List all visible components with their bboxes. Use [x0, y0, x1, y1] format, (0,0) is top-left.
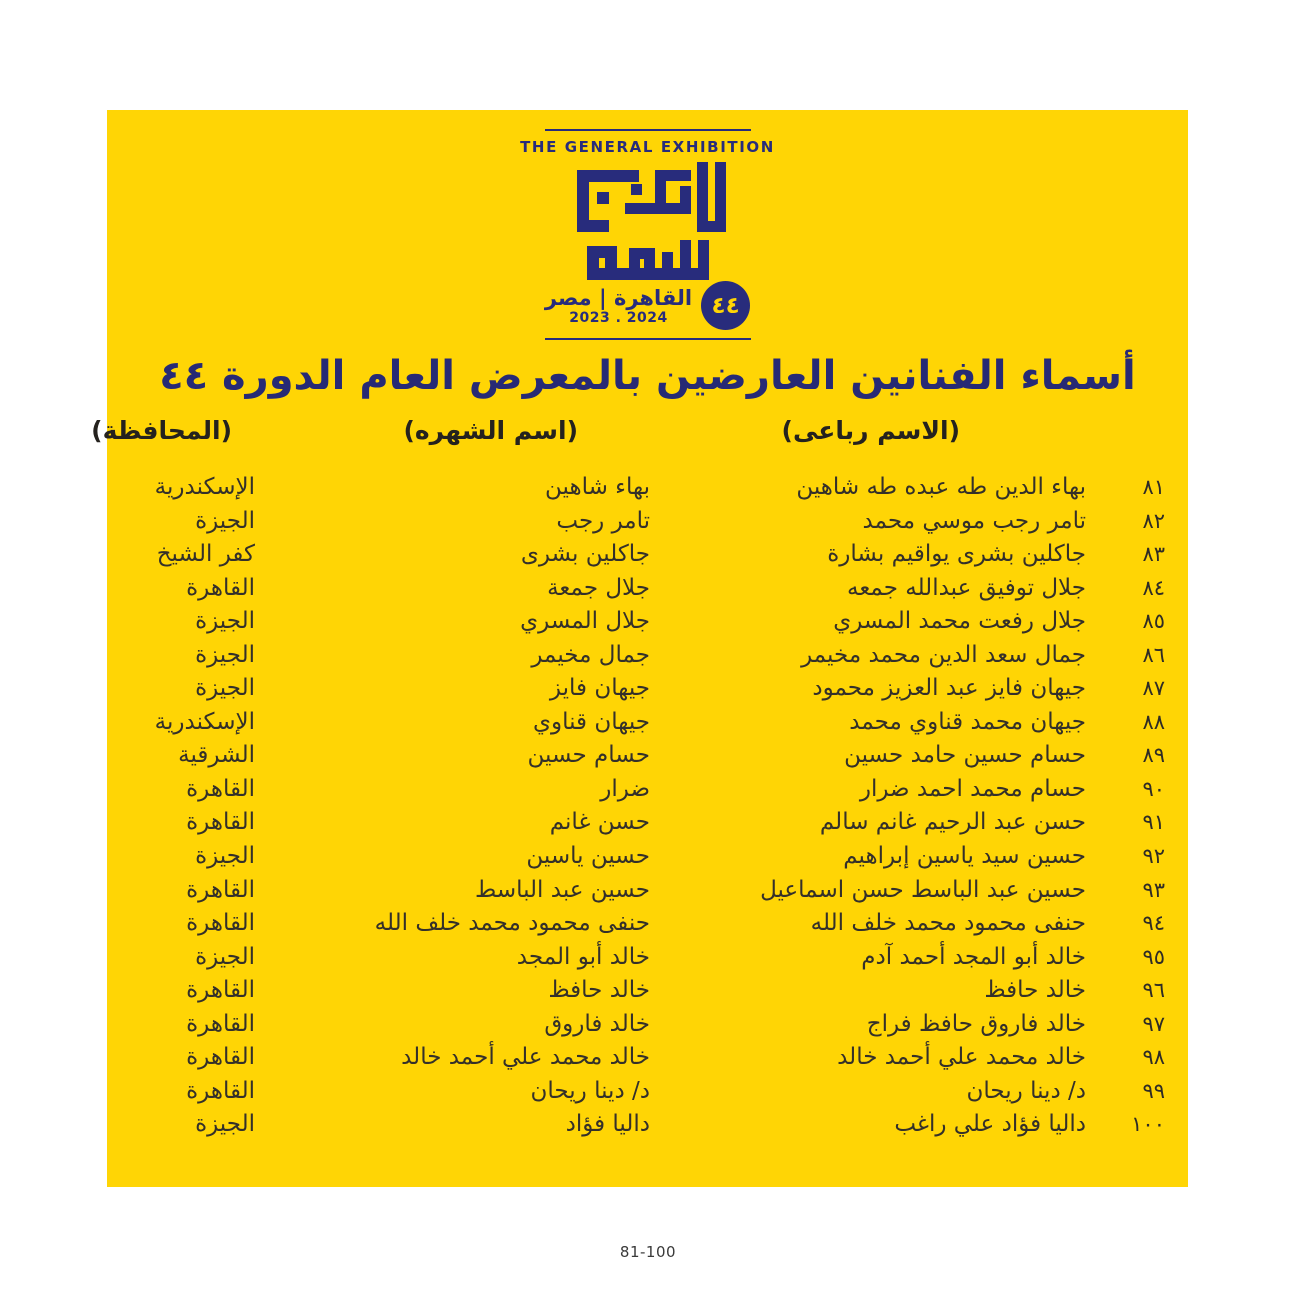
- governorate: القاهرة: [186, 977, 255, 1004]
- governorate: القاهرة: [186, 1044, 255, 1071]
- full-name: حسن عبد الرحيم غانم سالم: [819, 809, 1086, 836]
- known-name: جاكلين بشرى: [520, 541, 650, 568]
- known-name: جيهان قناوي: [532, 708, 650, 735]
- governorate: الجيزة: [195, 641, 255, 668]
- row-number: ٨٢: [1142, 508, 1165, 533]
- known-name: جلال المسري: [520, 608, 650, 635]
- table-row: [107, 605, 1188, 639]
- known-name: حسين عبد الباسط: [475, 876, 650, 903]
- governorate: القاهرة: [186, 1010, 255, 1037]
- header-governorate: (المحافظة): [91, 416, 232, 445]
- artists-table: [107, 471, 1188, 1142]
- full-name: حسين عبد الباسط حسن اسماعيل: [760, 876, 1086, 903]
- governorate: القاهرة: [186, 1077, 255, 1104]
- governorate: الجيزة: [195, 675, 255, 702]
- full-name: حسين سيد ياسين إبراهيم: [843, 843, 1086, 870]
- edition-44-badge: ٤٤: [701, 281, 750, 330]
- square-kufic-exhibition-logo-icon: [567, 162, 729, 280]
- full-name: بهاء الدين طه عبده طه شاهين: [796, 474, 1086, 500]
- header-full-name: (الاسم رباعى): [781, 416, 960, 445]
- full-name: د/ دينا ريحان: [966, 1077, 1086, 1104]
- row-number: ٩٣: [1142, 877, 1165, 902]
- governorate: الشرقية: [178, 742, 255, 769]
- row-number: ٨٥: [1142, 609, 1165, 634]
- row-number: ٩٤: [1142, 911, 1165, 936]
- full-name: خالد محمد علي أحمد خالد: [837, 1044, 1086, 1071]
- row-number: ٨٩: [1142, 743, 1165, 768]
- row-number: ٩٢: [1142, 844, 1165, 869]
- table-row: [107, 840, 1188, 874]
- full-name: خالد أبو المجد أحمد آدم: [861, 943, 1086, 970]
- row-number: ٨٤: [1142, 575, 1165, 600]
- row-number: ٩٦: [1142, 978, 1165, 1003]
- years-label: 2023 . 2024: [569, 309, 668, 326]
- city-label: القاهرة | مصر: [544, 285, 693, 310]
- table-row: [107, 941, 1188, 975]
- governorate: الجيزة: [195, 507, 255, 534]
- known-name: خالد حافظ: [548, 977, 650, 1004]
- city-and-edition-row: [107, 281, 1188, 330]
- governorate: الإسكندرية: [154, 708, 255, 735]
- table-row: [107, 572, 1188, 606]
- full-name: جلال رفعت محمد المسري: [833, 608, 1086, 635]
- full-name: حسام محمد احمد ضرار: [859, 775, 1086, 802]
- full-name: جاكلين بشرى يواقيم بشارة: [827, 541, 1086, 568]
- full-name: خالد فاروق حافظ فراج: [866, 1010, 1086, 1037]
- known-name: د/ دينا ريحان: [530, 1077, 650, 1104]
- exhibition-list-card: [91, 110, 1188, 1187]
- full-name: حنفى محمود محمد خلف الله: [810, 910, 1086, 937]
- row-number: ٩٨: [1142, 1045, 1165, 1070]
- known-name: خالد محمد علي أحمد خالد: [401, 1044, 650, 1071]
- known-name: خالد أبو المجد: [516, 943, 650, 970]
- bottom-divider: [545, 338, 751, 340]
- governorate: القاهرة: [186, 876, 255, 903]
- full-name: جلال توفيق عبدالله جمعه: [846, 574, 1086, 601]
- column-headers: [91, 416, 1188, 448]
- table-row: [107, 907, 1188, 941]
- known-name: جمال مخيمر: [531, 641, 650, 668]
- table-row: [107, 471, 1188, 505]
- governorate: الإسكندرية: [154, 474, 255, 500]
- governorate: القاهرة: [186, 775, 255, 802]
- governorate: الجيزة: [195, 1111, 255, 1138]
- known-name: جلال جمعة: [547, 574, 650, 601]
- city-column: [545, 286, 692, 326]
- row-number: ٩٧: [1142, 1011, 1165, 1036]
- row-number: ٨٨: [1142, 709, 1165, 734]
- table-row: [107, 538, 1188, 572]
- full-name: جمال سعد الدين محمد مخيمر: [801, 641, 1086, 668]
- table-row: [107, 806, 1188, 840]
- row-number: ٨٣: [1142, 542, 1165, 567]
- table-row: [107, 672, 1188, 706]
- row-number: ٩١: [1142, 810, 1165, 835]
- table-row: [107, 1108, 1188, 1142]
- row-number: ٨٧: [1142, 676, 1165, 701]
- governorate: الجيزة: [195, 943, 255, 970]
- governorate: القاهرة: [186, 574, 255, 601]
- header-known-name: (اسم الشهره): [403, 416, 578, 445]
- table-row: [107, 773, 1188, 807]
- row-number: ٩٩: [1142, 1078, 1165, 1103]
- table-row: [107, 706, 1188, 740]
- full-name: جيهان فايز عبد العزيز محمود: [812, 675, 1086, 702]
- logo-container: [107, 162, 1188, 280]
- governorate: القاهرة: [186, 910, 255, 937]
- governorate: الجيزة: [195, 608, 255, 635]
- exhibition-english-title: THE GENERAL EXHIBITION: [520, 138, 775, 156]
- row-number: ٩٠: [1142, 776, 1165, 801]
- known-name: جيهان فايز: [549, 675, 650, 702]
- full-name: حسام حسين حامد حسين: [844, 742, 1086, 769]
- row-number: ١٠٠: [1131, 1112, 1165, 1137]
- row-number: ٨٦: [1142, 642, 1165, 667]
- table-row: [107, 739, 1188, 773]
- table-row: [107, 1075, 1188, 1109]
- page-range-footer: 81-100: [619, 1243, 677, 1261]
- row-number: ٩٥: [1142, 944, 1165, 969]
- known-name: حسن غانم: [549, 809, 650, 836]
- known-name: حسام حسين: [527, 742, 650, 769]
- table-row: [107, 874, 1188, 908]
- governorate: كفر الشيخ: [156, 541, 255, 568]
- table-row: [107, 639, 1188, 673]
- governorate: الجيزة: [195, 843, 255, 870]
- known-name: حسين ياسين: [526, 843, 650, 870]
- table-row: [107, 974, 1188, 1008]
- known-name: ضرار: [600, 775, 650, 802]
- table-row: [107, 1041, 1188, 1075]
- known-name: بهاء شاهين: [545, 474, 650, 500]
- top-divider: [545, 129, 751, 131]
- row-number: ٨١: [1142, 475, 1165, 499]
- page-title: أسماء الفنانين العارضين بالمعرض العام الدورة ٤٤: [159, 353, 1136, 399]
- known-name: تامر رجب: [556, 507, 650, 534]
- full-name: خالد حافظ: [984, 977, 1086, 1004]
- full-name: تامر رجب موسي محمد: [862, 507, 1086, 534]
- known-name: حنفى محمود محمد خلف الله: [374, 910, 650, 937]
- known-name: خالد فاروق: [544, 1010, 650, 1037]
- full-name: جيهان محمد قناوي محمد: [849, 708, 1086, 735]
- governorate: القاهرة: [186, 809, 255, 836]
- table-row: [107, 1008, 1188, 1042]
- full-name: داليا فؤاد علي راغب: [894, 1111, 1086, 1138]
- table-row: [107, 505, 1188, 539]
- known-name: داليا فؤاد: [565, 1111, 650, 1138]
